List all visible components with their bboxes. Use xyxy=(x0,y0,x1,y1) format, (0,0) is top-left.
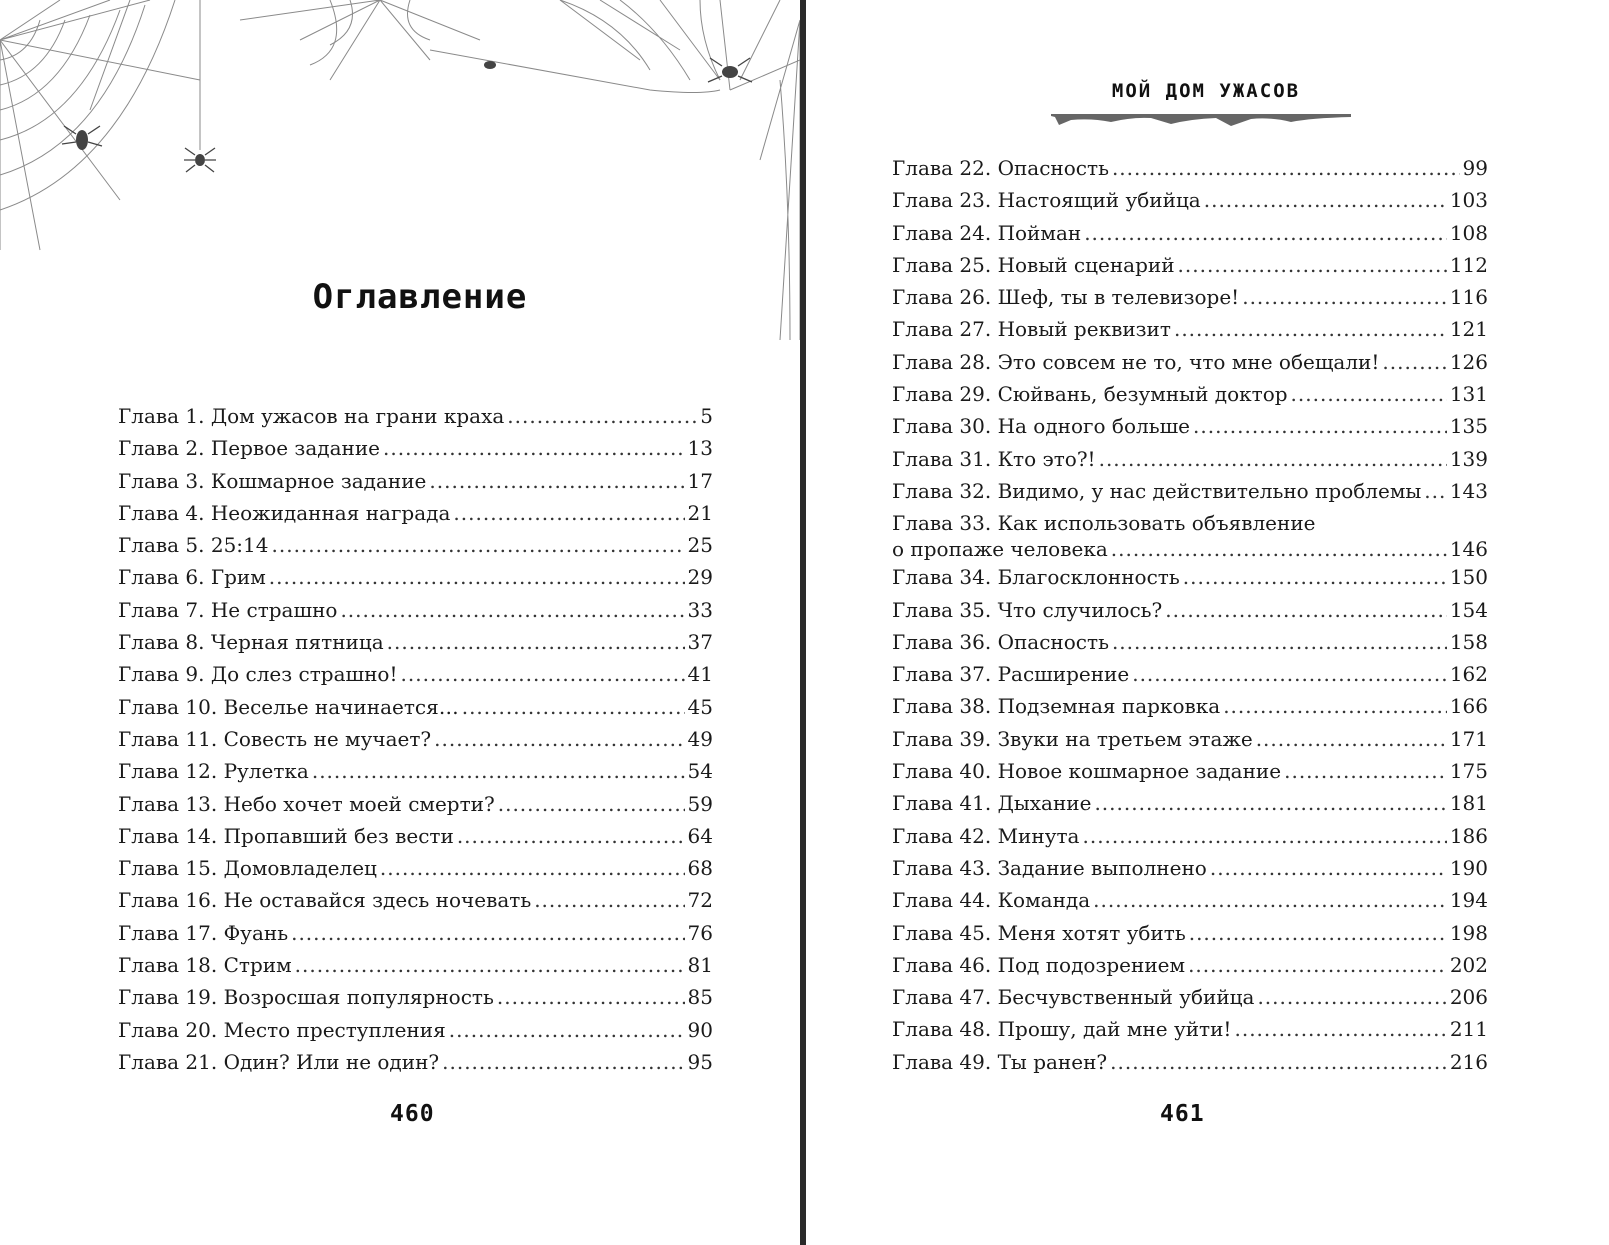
chapter-title: Глава 48. Прошу, дай мне уйти! xyxy=(892,1017,1232,1042)
list-item xyxy=(118,1049,713,1081)
list-item xyxy=(892,1049,1488,1081)
chapter-title: Глава 9. До слез страшно! xyxy=(118,662,398,687)
list-item xyxy=(892,155,1488,187)
chapter-title: Глава 47. Бесчувственный убийца xyxy=(892,985,1255,1010)
list-item xyxy=(892,510,1488,564)
chapter-title: Глава 49. Ты ранен? xyxy=(892,1049,1108,1074)
list-item xyxy=(118,887,713,919)
page-number-left: 460 xyxy=(390,1101,435,1127)
leader-dots xyxy=(1242,284,1447,310)
leader-dots xyxy=(269,564,685,590)
page-number: 186 xyxy=(1449,823,1488,848)
leader-dots xyxy=(1178,252,1447,278)
page-number: 139 xyxy=(1449,446,1488,471)
page-number: 95 xyxy=(687,1049,713,1074)
page-number: 158 xyxy=(1449,629,1488,654)
leader-dots xyxy=(340,597,684,623)
page-title: Оглавление xyxy=(312,277,528,317)
page-number: 206 xyxy=(1449,985,1488,1010)
list-item xyxy=(892,381,1488,413)
list-item xyxy=(118,952,713,984)
page-number: 181 xyxy=(1449,791,1488,816)
leader-dots xyxy=(1183,564,1447,590)
list-item xyxy=(892,823,1488,855)
page-number: 29 xyxy=(687,565,713,590)
page-number: 85 xyxy=(687,985,713,1010)
chapter-title: Глава 20. Место преступления xyxy=(118,1017,446,1042)
page-number: 76 xyxy=(687,920,713,945)
chapter-title: Глава 10. Веселье начинается… xyxy=(118,694,459,719)
page-number: 150 xyxy=(1449,565,1488,590)
chapter-title: Глава 36. Опасность xyxy=(892,629,1109,654)
page-number: 68 xyxy=(687,856,713,881)
leader-dots xyxy=(1174,316,1447,342)
chapter-title-line1: Глава 33. Как использовать объявление xyxy=(892,511,1316,536)
list-item xyxy=(892,693,1488,725)
list-item xyxy=(892,187,1488,219)
page-number: 81 xyxy=(687,953,713,978)
running-head: МОЙ ДОМ УЖАСОВ xyxy=(1111,80,1301,102)
page-number: 33 xyxy=(687,597,713,622)
leader-dots xyxy=(1084,220,1447,246)
leader-dots xyxy=(1257,984,1446,1010)
chapter-title: Глава 31. Кто это?! xyxy=(892,446,1096,471)
chapter-title: Глава 12. Рулетка xyxy=(118,759,309,784)
list-item xyxy=(892,758,1488,790)
chapter-title: Глава 42. Минута xyxy=(892,823,1080,848)
leader-dots xyxy=(1111,536,1447,562)
leader-dots xyxy=(1188,952,1447,978)
leader-dots xyxy=(1099,446,1447,472)
list-item xyxy=(118,984,713,1016)
page-number: 131 xyxy=(1449,382,1488,407)
leader-dots xyxy=(387,629,685,655)
list-item xyxy=(892,855,1488,887)
list-item xyxy=(892,1016,1488,1048)
leader-dots xyxy=(534,887,684,913)
list-item xyxy=(118,855,713,887)
leader-dots xyxy=(1210,855,1447,881)
list-item xyxy=(118,791,713,823)
chapter-title: Глава 18. Стрим xyxy=(118,953,292,978)
chapter-title: Глава 23. Настоящий убийца xyxy=(892,188,1201,213)
list-item xyxy=(892,920,1488,952)
toc-list-left xyxy=(118,403,713,1081)
running-head-ornament xyxy=(1051,110,1351,130)
list-item xyxy=(892,984,1488,1016)
chapter-title: Глава 38. Подземная парковка xyxy=(892,694,1221,719)
list-item xyxy=(118,468,713,500)
leader-dots xyxy=(449,1017,685,1043)
chapter-title: Глава 8. Черная пятница xyxy=(118,630,384,655)
leader-dots xyxy=(498,791,685,817)
chapter-title: Глава 43. Задание выполнено xyxy=(892,855,1207,880)
chapter-title: Глава 35. Что случилось? xyxy=(892,597,1163,622)
list-item xyxy=(892,726,1488,758)
leader-dots xyxy=(507,403,697,429)
page-number: 17 xyxy=(687,468,713,493)
chapter-title: Глава 25. Новый сценарий xyxy=(892,252,1175,277)
list-item xyxy=(118,500,713,532)
list-item xyxy=(118,435,713,467)
leader-dots xyxy=(1256,726,1447,752)
chapter-title: Глава 40. Новое кошмарное задание xyxy=(892,759,1282,784)
page-number: 143 xyxy=(1449,478,1488,503)
list-item xyxy=(118,629,713,661)
chapter-title: Глава 30. На одного больше xyxy=(892,414,1191,439)
list-item xyxy=(118,726,713,758)
chapter-title: Глава 17. Фуань xyxy=(118,920,289,945)
page-number: 103 xyxy=(1449,188,1488,213)
page-number: 99 xyxy=(1462,156,1488,180)
page-number: 116 xyxy=(1449,285,1488,310)
list-item xyxy=(892,790,1488,822)
chapter-title: Глава 4. Неожиданная награда xyxy=(118,500,451,525)
left-page xyxy=(0,0,800,1245)
list-item xyxy=(892,597,1488,629)
page-number: 154 xyxy=(1449,597,1488,622)
list-item xyxy=(118,661,713,693)
chapter-title: Глава 19. Возросшая популярность xyxy=(118,985,494,1010)
leader-dots xyxy=(291,920,684,946)
leader-dots xyxy=(453,500,684,526)
leader-dots xyxy=(1424,478,1447,504)
leader-dots xyxy=(383,435,685,461)
leader-dots xyxy=(434,726,684,752)
leader-dots xyxy=(380,855,685,881)
list-item xyxy=(118,1017,713,1049)
list-item xyxy=(892,220,1488,252)
page-number: 13 xyxy=(687,436,713,461)
chapter-title: Глава 34. Благосклонность xyxy=(892,565,1180,590)
list-item xyxy=(892,478,1488,510)
chapter-title: Глава 39. Звуки на третьем этаже xyxy=(892,726,1253,751)
list-item xyxy=(118,564,713,596)
page-number: 37 xyxy=(687,630,713,655)
page-number: 146 xyxy=(1449,537,1488,562)
chapter-title: Глава 13. Небо хочет моей смерти? xyxy=(118,791,495,816)
page-number: 211 xyxy=(1449,1017,1488,1042)
chapter-title: Глава 27. Новый реквизит xyxy=(892,317,1171,342)
page-number: 216 xyxy=(1449,1049,1488,1074)
page-number: 171 xyxy=(1449,726,1488,751)
page-number: 194 xyxy=(1449,888,1488,913)
page-number: 162 xyxy=(1449,662,1488,687)
list-item xyxy=(892,349,1488,381)
list-item xyxy=(118,920,713,952)
right-page xyxy=(806,0,1609,1245)
page-number: 21 xyxy=(687,500,713,525)
page-number: 41 xyxy=(687,662,713,687)
leader-dots xyxy=(1234,1016,1446,1042)
leader-dots xyxy=(442,1049,684,1075)
page-number: 166 xyxy=(1449,694,1488,719)
chapter-title: Глава 3. Кошмарное задание xyxy=(118,468,427,493)
list-item xyxy=(118,823,713,855)
chapter-title: Глава 28. Это совсем не то, что мне обещали! xyxy=(892,349,1380,374)
list-item xyxy=(892,284,1488,316)
list-item xyxy=(892,887,1488,919)
chapter-title: Глава 11. Совесть не мучает? xyxy=(118,726,432,751)
page-number: 121 xyxy=(1449,317,1488,342)
leader-dots xyxy=(497,984,685,1010)
page-number: 72 xyxy=(687,888,713,913)
page-number: 54 xyxy=(687,759,713,784)
list-item xyxy=(118,758,713,790)
page-number: 135 xyxy=(1449,414,1488,439)
leader-dots xyxy=(1112,629,1447,655)
page-number: 25 xyxy=(687,533,713,558)
chapter-title: Глава 15. Домовладелец xyxy=(118,856,377,881)
leader-dots xyxy=(1204,187,1447,213)
list-item xyxy=(892,316,1488,348)
chapter-title: Глава 32. Видимо, у нас действительно проблемы xyxy=(892,478,1422,503)
leader-dots xyxy=(1291,381,1447,407)
chapter-title: Глава 1. Дом ужасов на грани краха xyxy=(118,404,505,428)
chapter-title: Глава 29. Сюйвань, безумный доктор xyxy=(892,382,1288,407)
leader-dots xyxy=(1093,887,1447,913)
list-item xyxy=(118,532,713,564)
chapter-title: Глава 16. Не оставайся здесь ночевать xyxy=(118,888,532,913)
chapter-title: о пропаже человека xyxy=(892,537,1108,562)
leader-dots xyxy=(312,758,685,784)
leader-dots xyxy=(1165,597,1447,623)
leader-dots xyxy=(1110,1049,1447,1075)
chapter-title: Глава 45. Меня хотят убить xyxy=(892,920,1186,945)
page-number: 49 xyxy=(687,726,713,751)
list-item xyxy=(118,694,713,726)
page-number: 90 xyxy=(687,1017,713,1042)
page-number: 45 xyxy=(687,694,713,719)
page-number-right: 461 xyxy=(1160,1101,1205,1127)
page-number: 112 xyxy=(1449,252,1488,277)
leader-dots xyxy=(1223,693,1447,719)
list-item xyxy=(892,952,1488,984)
list-item xyxy=(892,413,1488,445)
list-item xyxy=(892,661,1488,693)
leader-dots xyxy=(462,694,685,720)
chapter-title: Глава 21. Один? Или не один? xyxy=(118,1049,440,1074)
page-number: 126 xyxy=(1449,349,1488,374)
page-number: 108 xyxy=(1449,220,1488,245)
leader-dots xyxy=(1193,413,1447,439)
leader-dots xyxy=(429,468,684,494)
page-number: 5 xyxy=(700,404,713,428)
page-number: 64 xyxy=(687,823,713,848)
leader-dots xyxy=(1284,758,1447,784)
list-item xyxy=(892,446,1488,478)
leader-dots xyxy=(401,661,685,687)
leader-dots xyxy=(1189,920,1447,946)
list-item xyxy=(892,252,1488,284)
leader-dots xyxy=(1382,349,1446,375)
leader-dots xyxy=(1112,155,1460,181)
toc-list-right xyxy=(892,155,1488,1081)
page-number: 198 xyxy=(1449,920,1488,945)
chapter-title: Глава 2. Первое задание xyxy=(118,436,380,461)
page-number: 202 xyxy=(1449,952,1488,977)
list-item xyxy=(118,403,713,435)
leader-dots xyxy=(1094,790,1446,816)
leader-dots xyxy=(1132,661,1447,687)
page-number: 59 xyxy=(687,791,713,816)
leader-dots xyxy=(272,532,685,558)
chapter-title: Глава 5. 25:14 xyxy=(118,533,269,558)
list-item xyxy=(892,629,1488,661)
chapter-title: Глава 37. Расширение xyxy=(892,662,1130,687)
leader-dots xyxy=(457,823,685,849)
leader-dots xyxy=(1082,823,1446,849)
list-item xyxy=(892,564,1488,596)
chapter-title: Глава 14. Пропавший без вести xyxy=(118,823,454,848)
chapter-title: Глава 22. Опасность xyxy=(892,156,1109,180)
chapter-title: Глава 6. Грим xyxy=(118,565,266,590)
chapter-title: Глава 7. Не страшно xyxy=(118,597,338,622)
chapter-title: Глава 44. Команда xyxy=(892,888,1091,913)
chapter-title: Глава 26. Шеф, ты в телевизоре! xyxy=(892,285,1240,310)
chapter-title: Глава 24. Пойман xyxy=(892,220,1082,245)
list-item xyxy=(118,597,713,629)
page-number: 190 xyxy=(1449,855,1488,880)
page-number: 175 xyxy=(1449,759,1488,784)
chapter-title: Глава 46. Под подозрением xyxy=(892,952,1186,977)
chapter-title: Глава 41. Дыхание xyxy=(892,791,1092,816)
leader-dots xyxy=(295,952,685,978)
